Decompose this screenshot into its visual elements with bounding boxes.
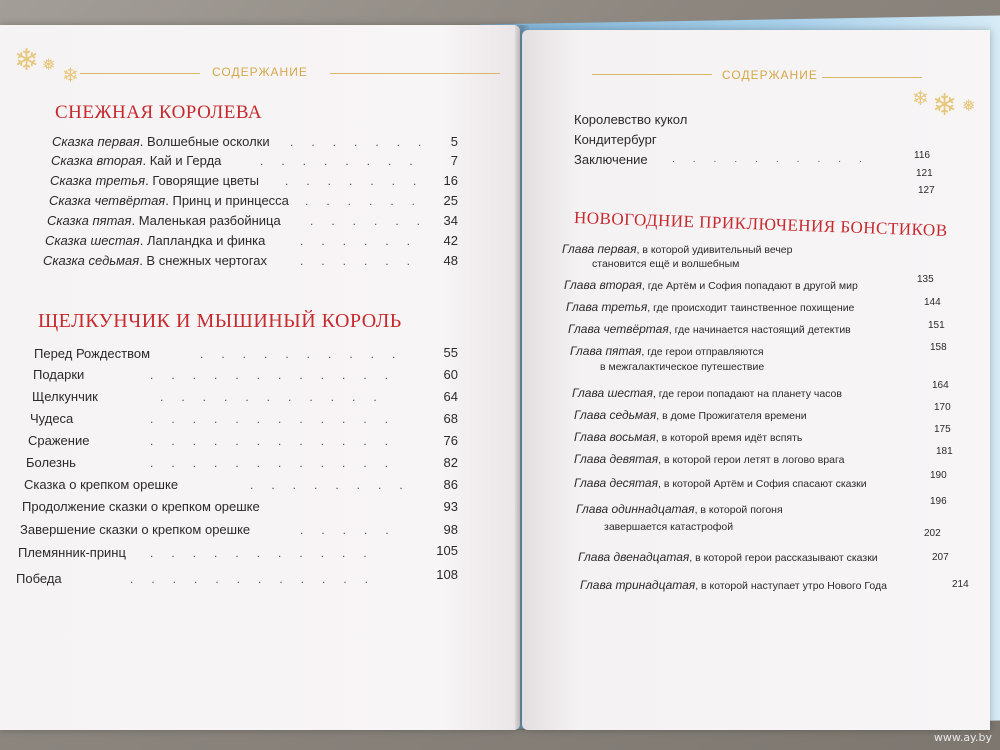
toc-entry-title: Принц и принцесса: [172, 193, 289, 208]
toc-page-number: 25: [443, 193, 458, 208]
leader-dots: ...........: [160, 390, 395, 404]
header-rule: [822, 77, 922, 78]
snowflake-icon: ❄: [62, 65, 79, 87]
toc-entry-label: Глава вторая: [564, 278, 642, 292]
toc-page-number: 86: [443, 477, 458, 492]
toc-page-number: 190: [930, 470, 947, 481]
header-rule: [330, 73, 500, 74]
toc-entry: Сказка пятая. Маленькая разбойница: [47, 213, 281, 228]
snowflake-icon: ❄: [14, 44, 40, 77]
page-header: СОДЕРЖАНИЕ: [722, 68, 818, 82]
toc-entry: [576, 502, 783, 516]
toc-entry-title: , где происходит таинственное похищение: [647, 302, 855, 314]
toc-entry: Сказка вторая. Кай и Герда: [51, 153, 222, 168]
toc-page-number: 164: [932, 380, 949, 391]
toc-entry-title: , в доме Прожигателя времени: [656, 410, 807, 422]
toc-entry: Сказка первая. Волшебные осколки: [52, 134, 270, 149]
toc-entry: [574, 408, 807, 422]
snowflake-icon: ❄: [932, 89, 958, 122]
toc-entry-label: Сказка шестая: [45, 233, 140, 248]
leader-dots: ......: [300, 254, 429, 268]
toc-entry-title: Лапландка и финка: [146, 233, 266, 248]
toc-entry-title: , в которой герои рассказывают сказки: [689, 552, 878, 564]
toc-entry-title: , в которой наступает утро Нового Года: [695, 580, 887, 592]
toc-entry: Племянник-принц: [18, 545, 126, 560]
leader-dots: ............: [150, 456, 407, 470]
toc-entry: Кондитербург: [574, 132, 657, 147]
toc-entry-title: , в которой погоня: [694, 504, 783, 516]
leader-dots: .....: [300, 523, 407, 537]
section-title: ЩЕЛКУНЧИК И МЫШИНЫЙ КОРОЛЬ: [38, 310, 402, 332]
toc-page-number: 196: [930, 496, 947, 507]
toc-page-number: 48: [443, 253, 458, 268]
toc-page-number: 42: [443, 233, 458, 248]
toc-page-number: 151: [928, 320, 945, 331]
toc-entry-continuation: становится ещё и волшебным: [592, 258, 740, 270]
toc-page-number: 207: [932, 552, 949, 563]
toc-entry: [562, 242, 792, 256]
toc-entry: [574, 430, 802, 444]
toc-entry-title: , в которой удивительный вечер: [636, 244, 793, 256]
leader-dots: ......: [310, 214, 439, 228]
toc-entry: Перед Рождеством: [34, 346, 151, 361]
toc-entry-title: Маленькая разбойница: [138, 213, 281, 228]
toc-entry: Королевство кукол: [574, 112, 688, 127]
toc-entry: Сказка третья. Говорящие цветы: [50, 173, 259, 188]
toc-entry: Сказка шестая. Лапландка и финка: [45, 233, 266, 248]
snowflake-icon: ❅: [42, 57, 56, 74]
section-title: СНЕЖНАЯ КОРОЛЕВА: [55, 102, 263, 123]
toc-page-number: 108: [436, 567, 458, 582]
toc-entry: Сказка о крепком орешке: [24, 477, 179, 492]
toc-entry-title: Волшебные осколки: [147, 134, 270, 149]
toc-page-number: 127: [918, 185, 935, 196]
toc-entry-label: Глава восьмая: [574, 430, 656, 444]
snowflake-icon: ❄: [912, 88, 929, 110]
toc-entry: Болезнь: [26, 455, 76, 470]
toc-entry-label: Сказка вторая: [51, 153, 143, 168]
toc-entry: [574, 476, 867, 490]
left-page: [0, 25, 520, 730]
toc-entry-title: , где начинается настоящий детектив: [668, 324, 851, 336]
toc-entry-label: Глава одиннадцатая: [576, 502, 695, 516]
leader-dots: ..........: [672, 154, 880, 165]
toc-entry-label: Глава шестая: [572, 386, 653, 400]
toc-entry: Подарки: [33, 367, 85, 382]
toc-entry-label: Глава двенадцатая: [578, 550, 690, 564]
toc-entry-title: Кай и Герда: [149, 153, 222, 168]
toc-page-number: 16: [443, 173, 458, 188]
leader-dots: ........: [250, 478, 421, 492]
toc-entry: Заключение: [574, 152, 648, 167]
toc-entry: Завершение сказки о крепком орешке: [20, 522, 251, 537]
leader-dots: ......: [305, 194, 434, 208]
header-rule: [80, 73, 200, 74]
toc-entry-title: В снежных чертогах: [146, 253, 267, 268]
toc-entry: [570, 344, 764, 358]
toc-entry-title: , где герои попадают на планету часов: [652, 388, 842, 400]
toc-page-number: 34: [443, 213, 458, 228]
toc-page-number: 105: [436, 543, 458, 558]
leader-dots: ......: [300, 234, 429, 248]
toc-page-number: 93: [443, 499, 458, 514]
toc-entry-title: Говорящие цветы: [152, 173, 259, 188]
snowflake-icon: ❅: [962, 98, 976, 115]
toc-entry: Победа: [16, 571, 62, 586]
toc-page-number: 82: [443, 455, 458, 470]
toc-entry-label: Сказка первая: [52, 134, 140, 149]
toc-page-number: 64: [443, 389, 458, 404]
toc-entry: Сказка четвёртая. Принц и принцесса: [49, 193, 289, 208]
leader-dots: ............: [150, 368, 407, 382]
leader-dots: ............: [130, 572, 387, 586]
toc-entry-title: , где герои отправляются: [641, 346, 764, 358]
toc-entry: Продолжение сказки о крепком орешке: [22, 499, 260, 514]
toc-entry-title: , в которой Артём и София спасают сказки: [657, 478, 867, 490]
section-title: НОВОГОДНИЕ ПРИКЛЮЧЕНИЯ БОНСТИКОВ: [573, 208, 948, 241]
toc-entry: [564, 278, 858, 292]
toc-page-number: 181: [936, 446, 953, 457]
leader-dots: .......: [285, 174, 435, 188]
toc-page-number: 76: [443, 433, 458, 448]
toc-entry: Щелкунчик: [32, 389, 98, 404]
toc-entry-label: Глава десятая: [574, 476, 658, 490]
toc-entry-label: Глава пятая: [570, 344, 642, 358]
header-rule: [592, 74, 712, 75]
toc-entry-label: Глава тринадцатая: [580, 578, 696, 592]
toc-page-number: 135: [917, 274, 934, 285]
toc-entry-label: Сказка третья: [50, 173, 146, 188]
toc-entry-title: , в которой герои летят в логово врага: [658, 454, 845, 466]
right-page: [522, 30, 990, 730]
leader-dots: ............: [150, 412, 407, 426]
toc-page-number: 214: [952, 579, 969, 590]
toc-page-number: 68: [443, 411, 458, 426]
toc-page-number: 7: [450, 153, 458, 168]
page-header: СОДЕРЖАНИЕ: [212, 65, 308, 79]
leader-dots: ........: [260, 154, 431, 168]
toc-page-number: 202: [924, 528, 941, 539]
leader-dots: ............: [150, 434, 407, 448]
leader-dots: ...........: [150, 546, 385, 560]
toc-entry: [574, 452, 844, 466]
toc-entry-label: Сказка седьмая: [43, 253, 140, 268]
toc-entry-continuation: в межгалактическое путешествие: [600, 361, 765, 373]
toc-page-number: 116: [914, 150, 930, 161]
toc-entry-label: Сказка пятая: [47, 213, 132, 228]
toc-page-number: 158: [930, 342, 947, 353]
toc-entry: [580, 578, 887, 592]
toc-entry: Чудеса: [30, 411, 74, 426]
toc-page-number: 144: [924, 297, 941, 308]
toc-page-number: 55: [443, 345, 458, 360]
toc-entry: [568, 322, 851, 336]
toc-entry-title: , где Артём и София попадают в другой мир: [641, 280, 858, 292]
toc-page-number: 175: [934, 424, 951, 435]
toc-entry-label: Сказка четвёртая: [49, 193, 166, 208]
toc-entry: Сказка седьмая. В снежных чертогах: [43, 253, 267, 268]
toc-entry-label: Глава четвёртая: [568, 322, 669, 336]
toc-page-number: 60: [443, 367, 458, 382]
leader-dots: .......: [290, 135, 440, 149]
toc-page-number: 121: [916, 168, 933, 179]
toc-entry-label: Глава девятая: [574, 452, 659, 466]
toc-entry-continuation: завершается катастрофой: [604, 521, 734, 533]
toc-page-number: 170: [934, 402, 951, 413]
toc-entry: [566, 300, 854, 314]
toc-entry: [572, 386, 842, 400]
toc-entry-title: , в которой время идёт вспять: [655, 432, 803, 444]
toc-entry-label: Глава третья: [566, 300, 648, 314]
watermark: www.ay.by: [933, 731, 992, 744]
toc-page-number: 98: [443, 522, 458, 537]
toc-entry: Сражение: [28, 433, 90, 448]
toc-entry-label: Глава первая: [562, 242, 637, 256]
toc-entry: [578, 550, 878, 564]
toc-entry-label: Глава седьмая: [574, 408, 657, 422]
leader-dots: ..........: [200, 347, 414, 361]
toc-page-number: 5: [450, 134, 458, 149]
